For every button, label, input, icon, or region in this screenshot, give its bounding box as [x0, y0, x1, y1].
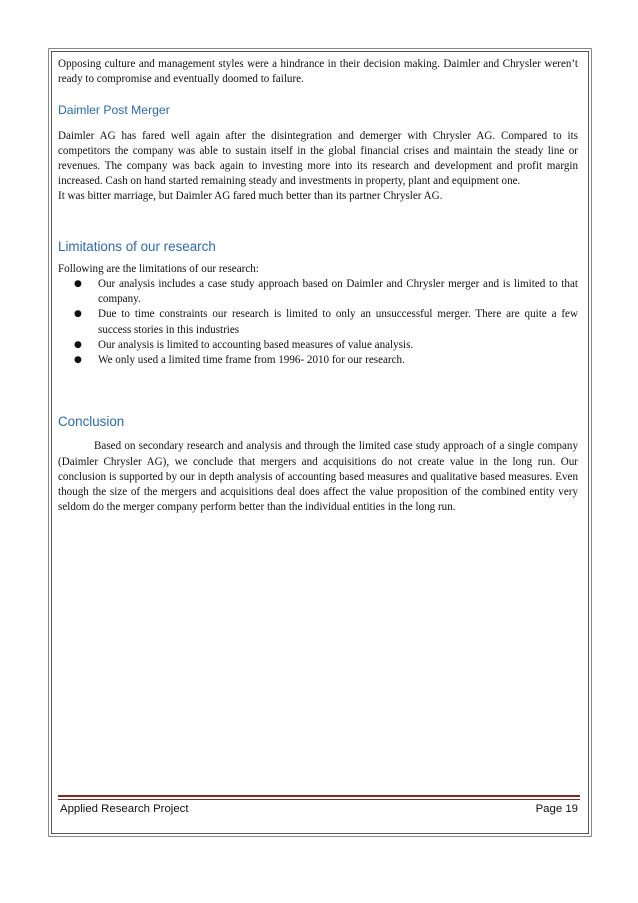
limitations-list [58, 277, 578, 368]
intro-paragraph: Opposing culture and management styles were a hindrance in their decision making. Daimler and Chrysler weren’t ready to compromise and eventually doomed to failure. [58, 58, 578, 86]
list-item-text: Due to time constraints our research is limited to only an unsuccessful merger. There are quite a few success stories in this industries [98, 308, 578, 336]
conclusion-paragraph: Based on secondary research and analysis and through the limited case study approach of a single company (Daimler Chrysler AG), we conclude that mergers and acquisitions do not create value in the long run. Our conclusion is supported by our in depth analysis of accounting based measures and qualitative based measures. Even though the size of the mergers and acquisitions deal does affect the value proposition of the combined entity very seldom do the merger company perform better than the individual entities in the long run. [58, 440, 578, 514]
list-item-text: We only used a limited time frame from 1996- 2010 for our research. [98, 354, 405, 367]
post-merger-paragraph: Daimler AG has fared well again after the disintegration and demerger with Chrysler AG. Compared to its competitors the company was able to sustain itself in the global financial crises and maintain the steady line or revenues. The company was back again to investing more into its research and development and profit margin increased. Cash on hand started remaining steady and investments in property, plant and equipment one. [58, 129, 578, 188]
post-merger-last-line: It was bitter marriage, but Daimler AG fared much better than its partner Chrysler AG. [58, 190, 443, 203]
conclusion-heading: Conclusion [58, 414, 125, 430]
bullet-icon: ● [74, 309, 82, 320]
footer-rule [58, 795, 580, 797]
list-item [74, 307, 578, 337]
list-item-text: Our analysis is limited to accounting based measures of value analysis. [98, 338, 414, 351]
bullet-icon: ● [74, 339, 82, 350]
limitations-heading: Limitations of our research [58, 238, 216, 254]
page-content [58, 57, 578, 515]
limitations-intro: Following are the limitations of our research: [58, 262, 259, 275]
list-item-text: Our analysis includes a case study approach based on Daimler and Chrysler merger and is limited to that company. [98, 278, 578, 306]
page-number: Page 19 [535, 803, 578, 815]
bullet-icon: ● [74, 279, 82, 290]
footer-title: Applied Research Project [60, 803, 189, 815]
footer-rule-thin [58, 799, 580, 800]
list-item [74, 277, 578, 307]
post-merger-heading: Daimler Post Merger [58, 103, 170, 118]
list-item [74, 353, 578, 368]
list-item [74, 338, 578, 353]
bullet-icon: ● [74, 355, 82, 366]
